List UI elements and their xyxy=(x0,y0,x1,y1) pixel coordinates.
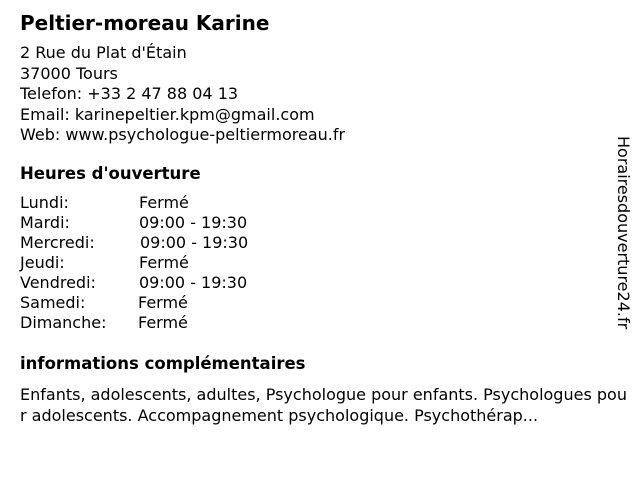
street-address: 2 Rue du Plat d'Étain xyxy=(20,43,187,62)
web-link[interactable]: www.psychologue-peltiermoreau.fr xyxy=(65,125,346,144)
day-hours: Fermé xyxy=(138,293,188,312)
day-label: Dimanche: xyxy=(20,313,107,332)
phone-number[interactable]: +33 2 47 88 04 13 xyxy=(87,84,239,103)
email-link[interactable]: karinepeltier.kpm@gmail.com xyxy=(74,104,315,124)
day-label: Lundi: xyxy=(20,193,69,212)
day-hours: Fermé xyxy=(139,193,189,212)
day-hours: Fermé xyxy=(139,253,189,272)
day-label: Mardi: xyxy=(20,213,70,232)
web-label: Web: xyxy=(20,125,61,144)
email-label: Email: xyxy=(20,104,70,124)
contact-block xyxy=(20,43,345,146)
additional-info-text: Enfants, adolescents, adultes, Psychologue pour enfants. Psychologues pour adolescents. Accompagnement psychologique. Psychothérap... xyxy=(20,385,627,425)
day-label: Vendredi: xyxy=(20,273,96,292)
additional-info-heading: informations complémentaires xyxy=(20,354,306,373)
opening-hours-heading: Heures d'ouverture xyxy=(20,164,201,183)
day-label: Samedi: xyxy=(20,293,86,312)
phone-label: Telefon: xyxy=(20,84,83,103)
email-line xyxy=(20,105,345,126)
day-hours: Fermé xyxy=(138,313,188,332)
watermark-text: Horairesdouverture24.fr xyxy=(614,136,633,330)
day-hours: 09:00 - 19:30 xyxy=(139,213,248,232)
day-label: Jeudi: xyxy=(20,253,65,272)
city-address: 37000 Tours xyxy=(20,63,118,83)
phone-line xyxy=(20,84,345,105)
day-label: Mercredi: xyxy=(20,233,95,252)
business-name: Peltier-moreau Karine xyxy=(20,11,270,35)
day-hours: 09:00 - 19:30 xyxy=(139,273,248,292)
day-hours: 09:00 - 19:30 xyxy=(140,233,249,252)
web-line xyxy=(20,125,345,146)
